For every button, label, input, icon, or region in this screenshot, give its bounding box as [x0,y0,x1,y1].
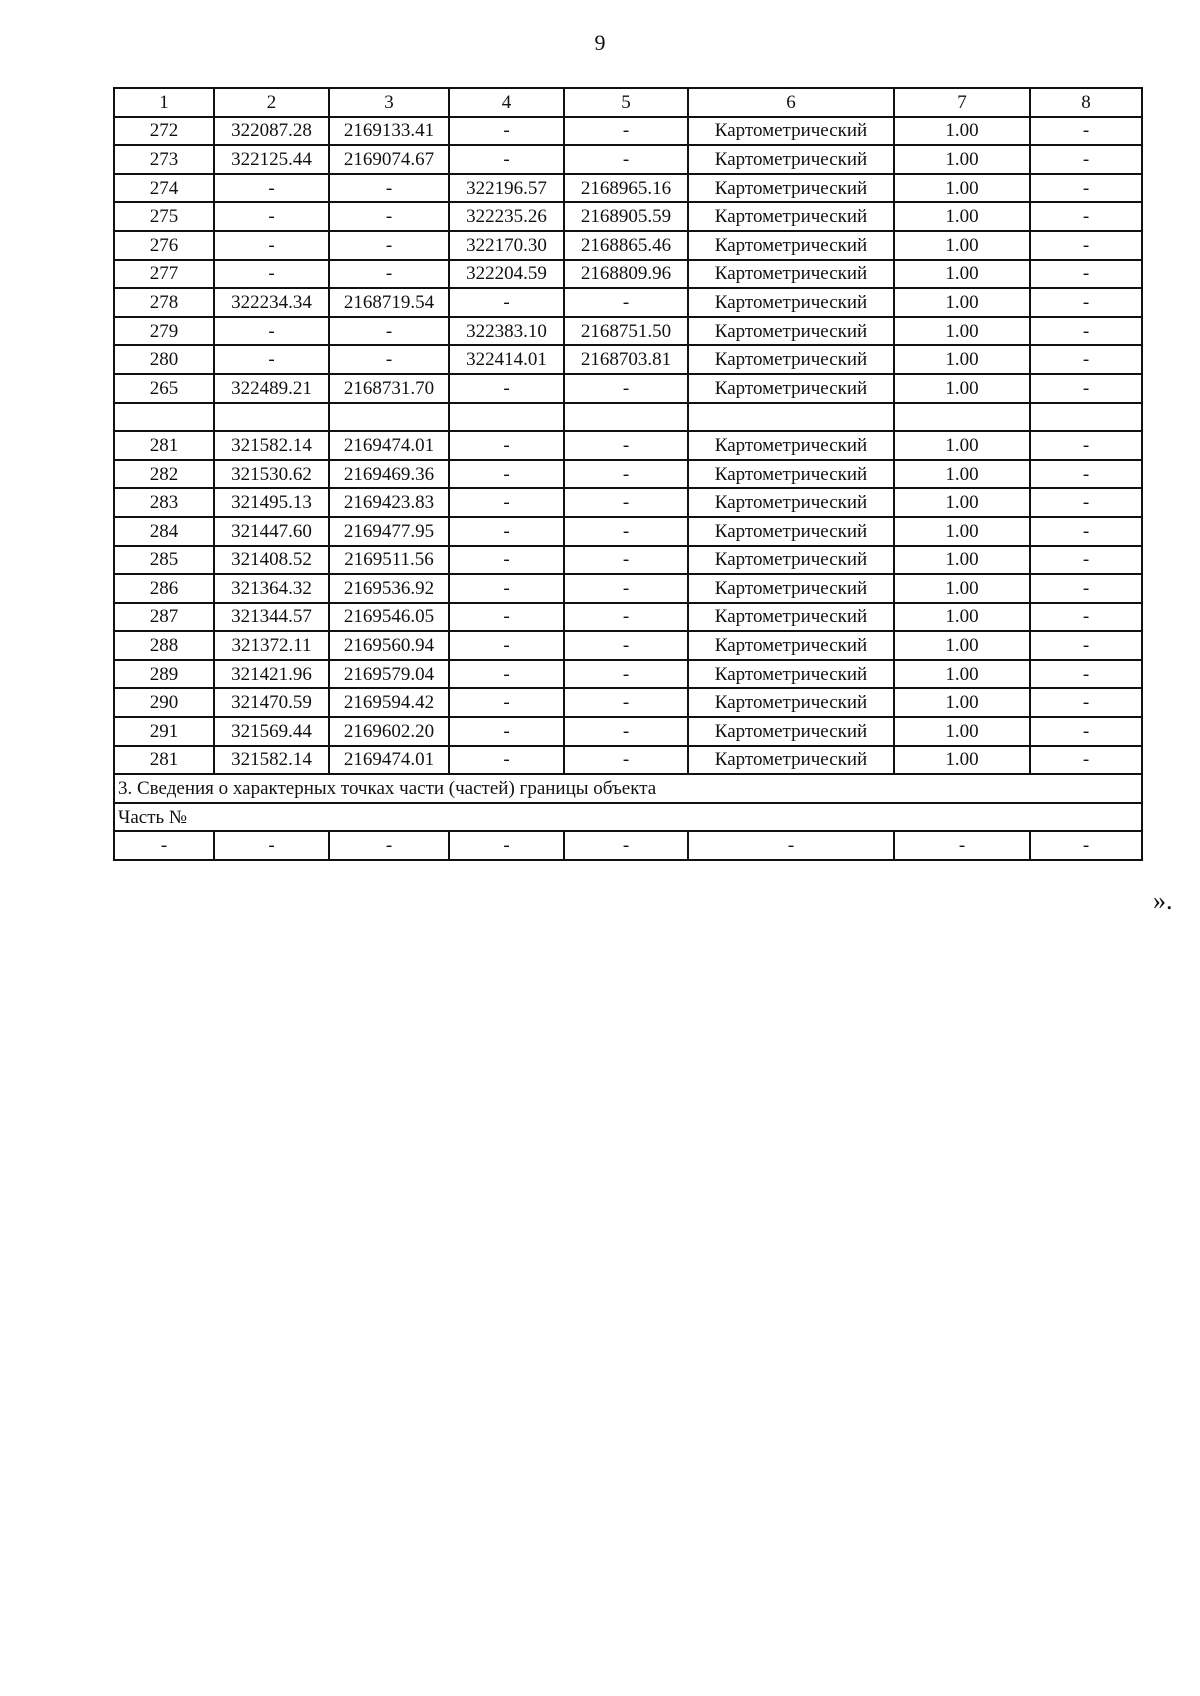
table-cell-col-5: - [564,688,688,717]
table-cell-col-4: - [449,431,564,460]
table-cell-col-7: - [894,831,1030,860]
table-cell-col-2: - [214,831,329,860]
table-cell-col-8: - [1030,631,1142,660]
table-cell-col-2: - [214,260,329,289]
table-cell-col-6: Картометрический [688,488,894,517]
table-row [114,174,1142,203]
table-cell-col-4: - [449,460,564,489]
table-cell-col-7: 1.00 [894,174,1030,203]
table-cell-col-5: - [564,631,688,660]
table-cell-col-5: - [564,488,688,517]
table-row [114,117,1142,146]
table-cell-col-1: 281 [114,746,214,775]
table-cell-col-3: 2169536.92 [329,574,449,603]
table-cell-col-6: Картометрический [688,574,894,603]
table-cell-col-5: 2168751.50 [564,317,688,346]
table-cell-col-1: 282 [114,460,214,489]
table-cell-col-8: - [1030,174,1142,203]
table-cell-col-8: - [1030,574,1142,603]
table-cell-col-7: 1.00 [894,288,1030,317]
page-number: 9 [594,30,606,55]
table-row [114,317,1142,346]
table-cell-col-4: - [449,574,564,603]
table-cell-col-5: - [564,546,688,575]
table-cell-col-8: - [1030,117,1142,146]
table-cell-col-2: 321569.44 [214,717,329,746]
table-cell-col-1: 280 [114,345,214,374]
table-cell-col-7: 1.00 [894,431,1030,460]
table-cell-col-3: 2169560.94 [329,631,449,660]
table-cell-col-3: 2168719.54 [329,288,449,317]
table-cell-col-8: - [1030,374,1142,403]
table-cell-col-6: Картометрический [688,231,894,260]
table-cell-col-4: - [449,660,564,689]
table-cell-col-2: 2 [214,88,329,117]
table-cell-col-3: - [329,202,449,231]
part-label-row [114,803,1142,832]
table-cell-col-4: 322196.57 [449,174,564,203]
table-cell-col-2: 321372.11 [214,631,329,660]
table-cell-col-3: - [329,831,449,860]
table-cell-col-3: 2168731.70 [329,374,449,403]
table-cell-col-8: - [1030,517,1142,546]
table-cell-col-3: - [329,345,449,374]
table-cell-col-1: 279 [114,317,214,346]
table-cell-col-6: Картометрический [688,431,894,460]
table-cell-col-6: Картометрический [688,660,894,689]
table-cell-col-1: 277 [114,260,214,289]
table-cell-col-7: 1.00 [894,231,1030,260]
table-cell-col-3 [329,403,449,432]
table-cell-col-7: 1.00 [894,574,1030,603]
table-cell-col-3: 2169474.01 [329,746,449,775]
table-cell-col-5: 5 [564,88,688,117]
table-cell-col-4: - [449,717,564,746]
table-cell-col-2: - [214,231,329,260]
table-row [114,746,1142,775]
table-cell-col-4: - [449,117,564,146]
table-cell-col-3: 2169594.42 [329,688,449,717]
table-cell-col-2: - [214,317,329,346]
table-cell-col-6: Картометрический [688,688,894,717]
table-cell-col-2 [214,403,329,432]
table-cell-col-1: 290 [114,688,214,717]
table-cell-col-3: 2169477.95 [329,517,449,546]
table-cell-col-6: Картометрический [688,317,894,346]
table-cell-col-6: Картометрический [688,746,894,775]
table-cell-col-4: 322170.30 [449,231,564,260]
table-cell-col-5: - [564,717,688,746]
table-cell-col-8: - [1030,746,1142,775]
table-cell-col-1: 286 [114,574,214,603]
table-cell-col-2: 322087.28 [214,117,329,146]
table-cell-col-3: 2169511.56 [329,546,449,575]
table-cell-col-1 [114,403,214,432]
table-cell-col-1: 288 [114,631,214,660]
table-cell-col-7: 1.00 [894,117,1030,146]
table-cell-col-7: 1.00 [894,746,1030,775]
table-cell-col-1: 265 [114,374,214,403]
table-cell-col-5: 2168865.46 [564,231,688,260]
table-row [114,374,1142,403]
table-cell-col-5: - [564,374,688,403]
table-cell-col-6: Картометрический [688,202,894,231]
table-cell-col-5: 2168703.81 [564,345,688,374]
table-cell-col-5: - [564,431,688,460]
table-cell-col-1: 276 [114,231,214,260]
table-cell-col-5 [564,403,688,432]
table-cell-col-3: 2169579.04 [329,660,449,689]
table-cell-col-2: 322125.44 [214,145,329,174]
table-cell-col-6: - [688,831,894,860]
table-cell-col-7: 1.00 [894,717,1030,746]
table-cell-col-2: - [214,202,329,231]
table-cell-col-1: 275 [114,202,214,231]
table-cell-col-3: 3 [329,88,449,117]
table-cell-col-8: - [1030,831,1142,860]
table-cell-col-5: - [564,145,688,174]
table-cell-col-8: - [1030,231,1142,260]
coordinates-table [113,87,1143,861]
table-cell-col-6: Картометрический [688,117,894,146]
table-header-row [114,88,1142,117]
table-cell-col-7: 7 [894,88,1030,117]
table-row [114,574,1142,603]
table-cell-col-1: 285 [114,546,214,575]
table-cell-col-1: 284 [114,517,214,546]
table-cell-col-4: 322414.01 [449,345,564,374]
table-cell-col-8: - [1030,688,1142,717]
table-cell-col-5: - [564,746,688,775]
table-cell-col-3: 2169602.20 [329,717,449,746]
table-cell-col-2: 321582.14 [214,431,329,460]
section-title-row-text: 3. Сведения о характерных точках части (частей) границы объекта [114,774,1142,803]
table-row [114,145,1142,174]
table-cell-col-7: 1.00 [894,145,1030,174]
table-cell-col-3: - [329,260,449,289]
table-cell-col-2: 321470.59 [214,688,329,717]
table-cell-col-2: 322489.21 [214,374,329,403]
table-cell-col-8: - [1030,260,1142,289]
table-cell-col-3: 2169074.67 [329,145,449,174]
table-cell-col-7: 1.00 [894,488,1030,517]
table-cell-col-1: 289 [114,660,214,689]
table-cell-col-5: 2168809.96 [564,260,688,289]
table-cell-col-8: - [1030,145,1142,174]
table-cell-col-1: 274 [114,174,214,203]
table-cell-col-7: 1.00 [894,517,1030,546]
table-cell-col-2: 321582.14 [214,746,329,775]
table-cell-col-2: 322234.34 [214,288,329,317]
table-cell-col-6: Картометрический [688,145,894,174]
table-cell-col-8: - [1030,603,1142,632]
table-row [114,660,1142,689]
table-row [114,288,1142,317]
table-cell-col-5: 2168905.59 [564,202,688,231]
table-cell-col-2: 321408.52 [214,546,329,575]
table-cell-col-4: - [449,546,564,575]
table-cell-col-4: 322383.10 [449,317,564,346]
table-cell-col-8: - [1030,660,1142,689]
table-cell-col-3: 2169474.01 [329,431,449,460]
table-cell-col-6: Картометрический [688,546,894,575]
table-cell-col-8: - [1030,488,1142,517]
table-cell-col-1: - [114,831,214,860]
table-cell-col-8: - [1030,202,1142,231]
table-cell-col-8: - [1030,288,1142,317]
table-cell-col-2: 321344.57 [214,603,329,632]
table-cell-col-4: - [449,688,564,717]
table-cell-col-5: - [564,603,688,632]
table-cell-col-6: Картометрический [688,345,894,374]
table-cell-col-8: - [1030,431,1142,460]
table-cell-col-8: - [1030,317,1142,346]
table-cell-col-4: - [449,831,564,860]
part-label-row-text: Часть № [114,803,1142,832]
table-cell-col-6: Картометрический [688,717,894,746]
table-cell-col-3: 2169546.05 [329,603,449,632]
table-cell-col-6: 6 [688,88,894,117]
table-cell-col-7: 1.00 [894,460,1030,489]
table-cell-col-6 [688,403,894,432]
table-cell-col-6: Картометрический [688,631,894,660]
table-row [114,403,1142,432]
table-cell-col-5: - [564,288,688,317]
table-row [114,231,1142,260]
table-cell-col-5: - [564,517,688,546]
table-cell-col-3: 2169469.36 [329,460,449,489]
table-cell-col-6: Картометрический [688,260,894,289]
table-cell-col-3: - [329,174,449,203]
table-cell-col-1: 281 [114,431,214,460]
table-cell-col-1: 1 [114,88,214,117]
table-cell-col-4: - [449,145,564,174]
table-cell-col-6: Картометрический [688,174,894,203]
table-cell-col-2: 321495.13 [214,488,329,517]
table-cell-col-6: Картометрический [688,374,894,403]
table-cell-col-2: - [214,174,329,203]
table-row [114,603,1142,632]
table-cell-col-6: Картометрический [688,603,894,632]
table-cell-col-2: - [214,345,329,374]
table-cell-col-5: - [564,831,688,860]
table-row [114,488,1142,517]
table-cell-col-4: - [449,603,564,632]
table-cell-col-5: - [564,117,688,146]
table-row [114,546,1142,575]
table-cell-col-7: 1.00 [894,603,1030,632]
table-cell-col-7: 1.00 [894,374,1030,403]
table-cell-col-1: 287 [114,603,214,632]
table-cell-col-1: 278 [114,288,214,317]
table-cell-col-5: - [564,660,688,689]
table-cell-col-8: 8 [1030,88,1142,117]
table-cell-col-4: - [449,631,564,660]
table-cell-col-7: 1.00 [894,546,1030,575]
table-cell-col-7: 1.00 [894,260,1030,289]
table-row [114,260,1142,289]
table-cell-col-8 [1030,403,1142,432]
table-cell-col-7: 1.00 [894,317,1030,346]
table-cell-col-4: 322204.59 [449,260,564,289]
table-cell-col-6: Картометрический [688,288,894,317]
table-cell-col-3: - [329,317,449,346]
table-cell-col-7: 1.00 [894,631,1030,660]
table-row [114,460,1142,489]
table-cell-col-2: 321447.60 [214,517,329,546]
table-cell-col-2: 321421.96 [214,660,329,689]
table-row [114,688,1142,717]
table-cell-col-4: 322235.26 [449,202,564,231]
table-cell-col-7: 1.00 [894,202,1030,231]
table-cell-col-7: 1.00 [894,345,1030,374]
table-cell-col-5: - [564,574,688,603]
table-row [114,517,1142,546]
table-row [114,202,1142,231]
table-cell-col-4: 4 [449,88,564,117]
table-row [114,431,1142,460]
table-cell-col-4: - [449,488,564,517]
table-cell-col-4: - [449,288,564,317]
table-cell-col-7: 1.00 [894,660,1030,689]
table-cell-col-4 [449,403,564,432]
table-cell-col-7: 1.00 [894,688,1030,717]
table-cell-col-3: 2169133.41 [329,117,449,146]
table-cell-col-8: - [1030,546,1142,575]
table-cell-col-2: 321530.62 [214,460,329,489]
table-cell-col-4: - [449,517,564,546]
table-cell-col-8: - [1030,345,1142,374]
table-cell-col-8: - [1030,717,1142,746]
table-cell-col-3: 2169423.83 [329,488,449,517]
table-cell-col-5: 2168965.16 [564,174,688,203]
table-cell-col-8: - [1030,460,1142,489]
table-cell-col-1: 283 [114,488,214,517]
table-row [114,717,1142,746]
table-cell-col-1: 291 [114,717,214,746]
table-cell-col-4: - [449,374,564,403]
table-cell-col-6: Картометрический [688,517,894,546]
table-row-empty-part [114,831,1142,860]
table-cell-col-3: - [329,231,449,260]
table-cell-col-1: 273 [114,145,214,174]
table-cell-col-7 [894,403,1030,432]
table-row [114,345,1142,374]
table-cell-col-1: 272 [114,117,214,146]
table-row [114,631,1142,660]
table-cell-col-5: - [564,460,688,489]
section-title-row [114,774,1142,803]
table-cell-col-6: Картометрический [688,460,894,489]
table-cell-col-4: - [449,746,564,775]
table-cell-col-2: 321364.32 [214,574,329,603]
closing-quote-mark: ». [1153,886,1173,915]
